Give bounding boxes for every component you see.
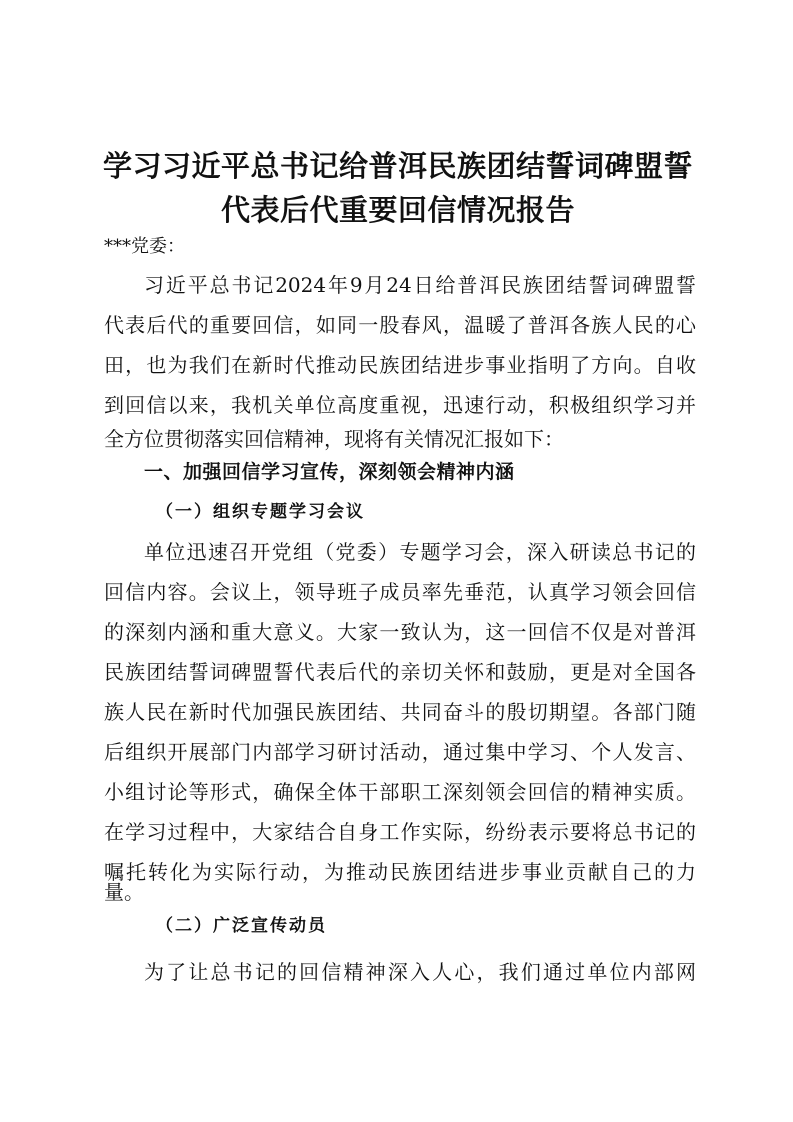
salutation: ***党委： (104, 236, 185, 257)
paragraph-line: 到回信以来，我机关单位高度重视，迅速行动，积极组织学习并 (104, 393, 696, 417)
paragraph-line: 全方位贯彻落实回信精神，现将有关情况汇报如下： (104, 427, 564, 451)
paragraph-line: 回信内容。会议上，领导班子成员率先垂范，认真学习领会回信 (104, 580, 696, 604)
paragraph-line: 族人民在新时代加强民族团结、共同奋斗的殷切期望。各部门随 (104, 700, 696, 724)
subsection-heading: （一）组织专题学习会议 (156, 502, 365, 522)
paragraph-line: 嘱托转化为实际行动，为推动民族团结进步事业贡献自己的力 (104, 860, 696, 884)
document-title-line-1: 学习习近平总书记给普洱民族团结誓词碑盟誓 (102, 149, 693, 183)
paragraph-line: 为了让总书记的回信精神深入人心，我们通过单位内部网 (144, 960, 696, 984)
section-heading: 一、加强回信学习宣传，深刻领会精神内涵 (144, 461, 515, 483)
subsection-heading: （二）广泛宣传动员 (156, 916, 327, 936)
document-title-line-2: 代表后代重要回信情况报告 (220, 193, 575, 227)
paragraph-line: 小组讨论等形式，确保全体干部职工深刻领会回信的精神实质。 (104, 780, 696, 804)
paragraph-line: 在学习过程中，大家结合自身工作实际，纷纷表示要将总书记的 (104, 820, 696, 844)
paragraph-line: 后组织开展部门内部学习研讨活动，通过集中学习、个人发言、 (104, 740, 696, 764)
paragraph-line: 习近平总书记2024年9月24日给普洱民族团结誓词碑盟誓 (144, 273, 696, 297)
paragraph-line: 量。 (104, 880, 144, 904)
paragraph-line: 田，也为我们在新时代推动民族团结进步事业指明了方向。自收 (104, 353, 696, 377)
paragraph-line: 单位迅速召开党组（党委）专题学习会，深入研读总书记的 (144, 540, 696, 564)
paragraph-line: 民族团结誓词碑盟誓代表后代的亲切关怀和鼓励，更是对全国各 (104, 660, 696, 684)
paragraph-line: 的深刻内涵和重大意义。大家一致认为，这一回信不仅是对普洱 (104, 620, 696, 644)
paragraph-line: 代表后代的重要回信，如同一股春风，温暖了普洱各族人民的心 (104, 313, 696, 337)
